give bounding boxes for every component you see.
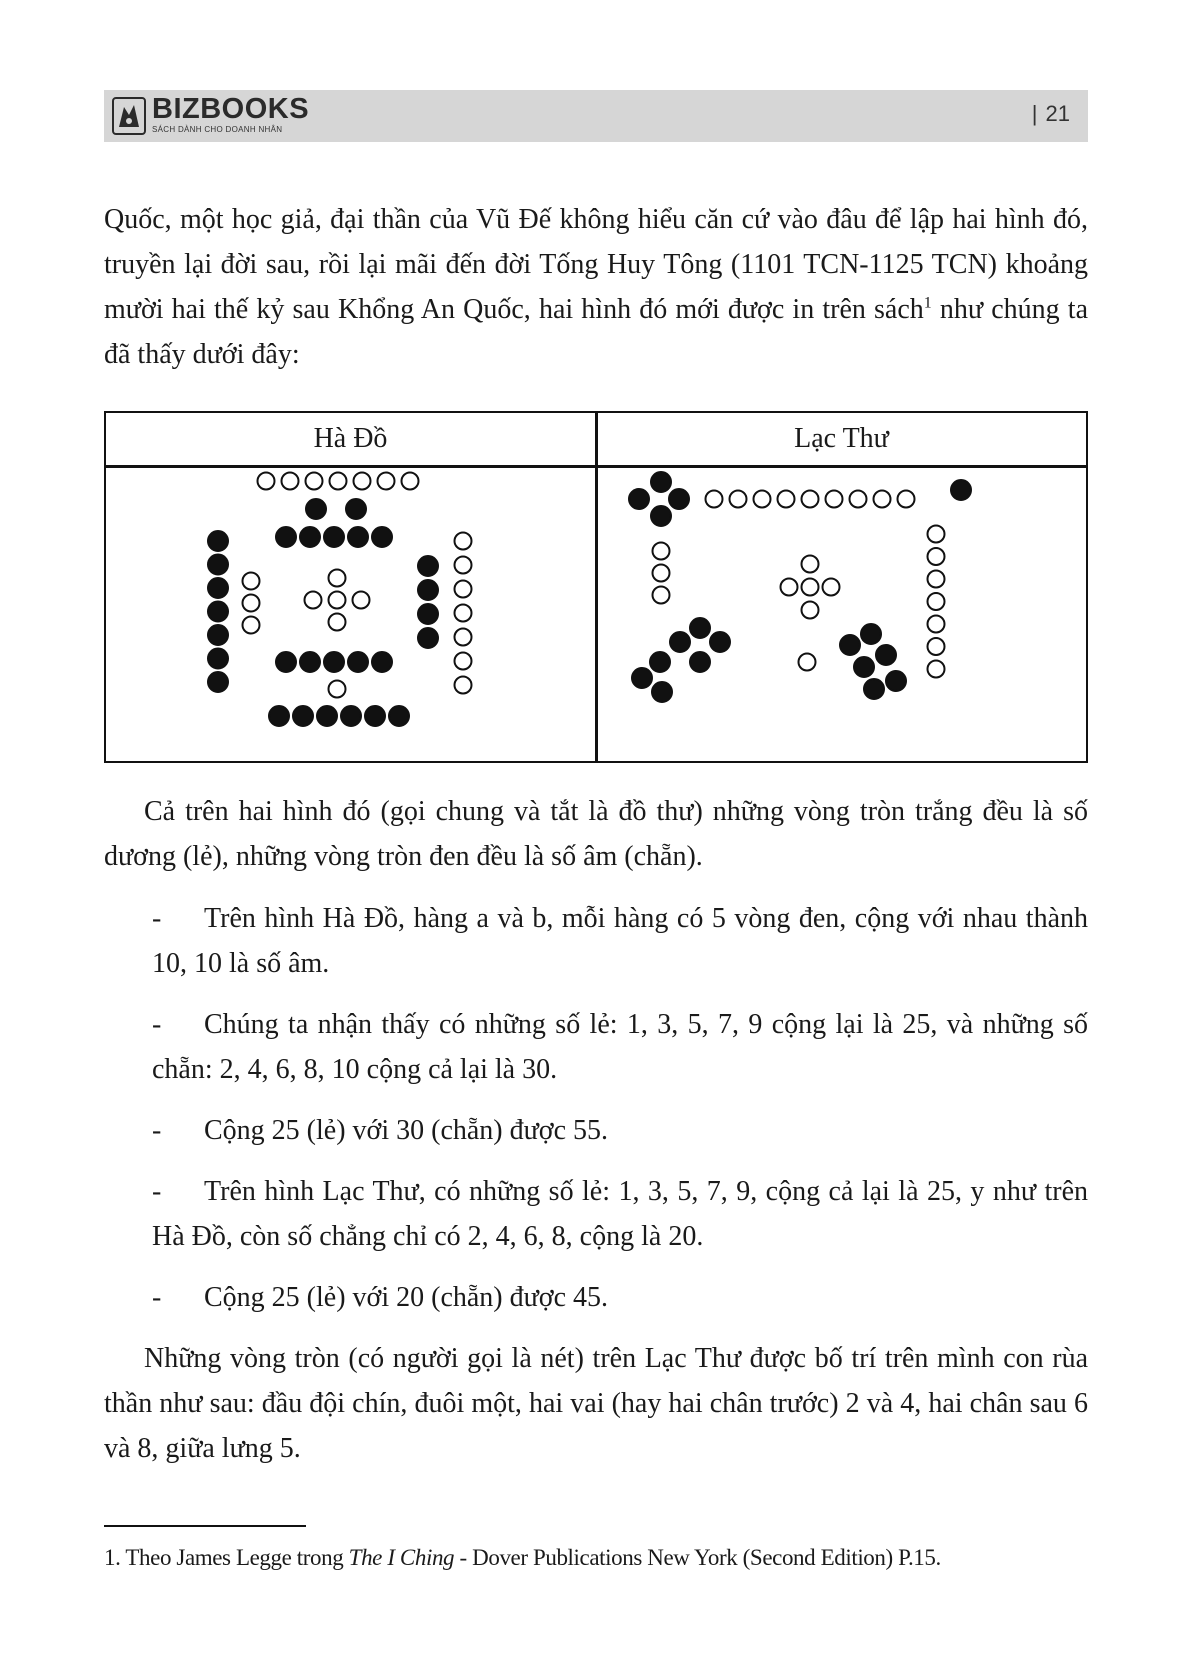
list-item: - Cộng 25 (lẻ) với 20 (chẵn) được 45.	[152, 1282, 609, 1313]
paragraph-explanation: Cả trên hai hình đó (gọi chung và tắt là đồ thư) những vòng tròn trắng đều là số dương (lẻ), những vòng tròn đen đều là số âm (chẵn).	[104, 796, 1088, 872]
white-dot	[850, 491, 867, 508]
white-dot	[802, 602, 819, 619]
black-dot	[269, 706, 289, 726]
black-dot	[208, 602, 228, 622]
white-dot	[802, 579, 819, 596]
white-dot	[243, 595, 260, 612]
ha-do-diagram	[208, 473, 472, 727]
white-dot	[455, 629, 472, 646]
white-dot	[402, 473, 419, 490]
black-dot	[317, 706, 337, 726]
black-dot	[632, 668, 652, 688]
black-dot	[208, 672, 228, 692]
white-dot	[928, 616, 945, 633]
black-dot	[389, 706, 409, 726]
white-dot	[330, 473, 347, 490]
white-dot	[778, 491, 795, 508]
white-dot	[928, 548, 945, 565]
white-dot	[329, 681, 346, 698]
white-dot	[258, 473, 275, 490]
black-dot	[876, 645, 896, 665]
black-dot	[418, 628, 438, 648]
page-number: | 21	[1031, 101, 1070, 126]
white-dot	[354, 473, 371, 490]
white-dot	[455, 581, 472, 598]
paragraph-lac-thu: Những vòng tròn (có người gọi là nét) trên Lạc Thư được bố trí trên mình con rùa thần như sau: đầu đội chín, đuôi một, hai vai (hay hai chân trước) 2 và 4, hai chân sau 6 và 8, giữa lưng 5.	[104, 1343, 1088, 1464]
figure-diagrams	[106, 413, 1086, 761]
white-dot	[455, 677, 472, 694]
black-dot	[276, 652, 296, 672]
black-dot	[348, 652, 368, 672]
footnote-book-title: The I Ching	[348, 1545, 455, 1570]
black-dot	[651, 472, 671, 492]
black-dot	[324, 652, 344, 672]
black-dot	[348, 527, 368, 547]
white-dot	[455, 653, 472, 670]
black-dot	[300, 527, 320, 547]
white-dot	[329, 570, 346, 587]
white-dot	[928, 661, 945, 678]
white-dot	[329, 592, 346, 609]
footnote-divider	[104, 1525, 306, 1527]
white-dot	[799, 654, 816, 671]
white-dot	[653, 543, 670, 560]
black-dot	[208, 625, 228, 645]
black-dot	[840, 635, 860, 655]
white-dot	[874, 491, 891, 508]
bizbooks-logo-icon	[112, 97, 146, 135]
lac-thu-diagram	[629, 472, 971, 702]
white-dot	[329, 614, 346, 631]
footnote: 1. Theo James Legge trong The I Ching - Dover Publications New York (Second Edition) P.15.	[104, 1545, 941, 1570]
black-dot	[293, 706, 313, 726]
page-header	[104, 90, 1088, 142]
black-dot	[306, 499, 326, 519]
white-dot	[282, 473, 299, 490]
black-dot	[629, 489, 649, 509]
black-dot	[276, 527, 296, 547]
black-dot	[690, 618, 710, 638]
list-item: - Cộng 25 (lẻ) với 30 (chẵn) được 55.	[152, 1115, 609, 1146]
black-dot	[341, 706, 361, 726]
white-dot	[730, 491, 747, 508]
white-dot	[455, 557, 472, 574]
list-item: - Trên hình Hà Đồ, hàng a và b, mỗi hàng có 5 vòng đen, cộng với nhau thành 10, 10 là số âm.	[152, 903, 1088, 979]
white-dot	[305, 592, 322, 609]
black-dot	[652, 682, 672, 702]
white-dot	[928, 593, 945, 610]
white-dot	[455, 605, 472, 622]
black-dot	[864, 679, 884, 699]
brand-tagline: SÁCH DÀNH CHO DOANH NHÂN	[152, 125, 283, 134]
figure-table	[104, 411, 1088, 763]
black-dot	[710, 632, 730, 652]
black-dot	[208, 649, 228, 669]
paragraph-intro: Quốc, một học giả, đại thần của Vũ Đế không hiểu căn cứ vào đâu để lập hai hình đó, truyền lại đời sau, rồi lại mãi đến đời Tống Huy Tông (1101 TCN-1125 TCN) khoảng mười hai thế kỷ sau Khổng An Quốc, hai hình đó mới được in trên sách$^1$ như chúng ta đã thấy dưới đây:	[104, 204, 1088, 370]
list-item: - Trên hình Lạc Thư, có những số lẻ: 1, 3, 5, 7, 9, cộng cả lại là 25, y như trên Hà Đồ, còn số chẳng chỉ có 2, 4, 6, 8, cộng là 20.	[152, 1176, 1088, 1252]
white-dot	[653, 565, 670, 582]
white-dot	[802, 491, 819, 508]
white-dot	[243, 573, 260, 590]
footnote-marker: 1	[923, 294, 932, 312]
black-dot	[208, 555, 228, 575]
black-dot	[418, 580, 438, 600]
figure-title-lac-thu: Lạc Thư	[794, 423, 889, 454]
brand-logo-text: BIZBOOKS	[152, 93, 310, 125]
black-dot	[365, 706, 385, 726]
black-dot	[208, 531, 228, 551]
white-dot	[653, 587, 670, 604]
black-dot	[372, 527, 392, 547]
white-dot	[754, 491, 771, 508]
white-dot	[243, 617, 260, 634]
white-dot	[898, 491, 915, 508]
black-dot	[651, 506, 671, 526]
black-dot	[650, 652, 670, 672]
white-dot	[378, 473, 395, 490]
white-dot	[928, 571, 945, 588]
black-dot	[418, 604, 438, 624]
black-dot	[208, 578, 228, 598]
black-dot	[418, 556, 438, 576]
black-dot	[670, 632, 690, 652]
white-dot	[353, 592, 370, 609]
list-item: - Chúng ta nhận thấy có những số lẻ: 1, 3, 5, 7, 9 cộng lại là 25, và những số chẵn: 2, 4, 6, 8, 10 cộng cả lại là 30.	[152, 1009, 1088, 1085]
white-dot	[826, 491, 843, 508]
black-dot	[854, 657, 874, 677]
black-dot	[886, 671, 906, 691]
white-dot	[781, 579, 798, 596]
white-dot	[706, 491, 723, 508]
white-dot	[823, 579, 840, 596]
white-dot	[928, 638, 945, 655]
black-dot	[669, 489, 689, 509]
black-dot	[346, 499, 366, 519]
white-dot	[455, 533, 472, 550]
figure-title-ha-do: Hà Đồ	[313, 423, 388, 454]
white-dot	[306, 473, 323, 490]
black-dot	[372, 652, 392, 672]
black-dot	[324, 527, 344, 547]
black-dot	[951, 480, 971, 500]
black-dot	[690, 652, 710, 672]
black-dot	[300, 652, 320, 672]
page-number-separator: |	[1031, 101, 1038, 126]
white-dot	[802, 556, 819, 573]
black-dot	[861, 624, 881, 644]
white-dot	[928, 526, 945, 543]
